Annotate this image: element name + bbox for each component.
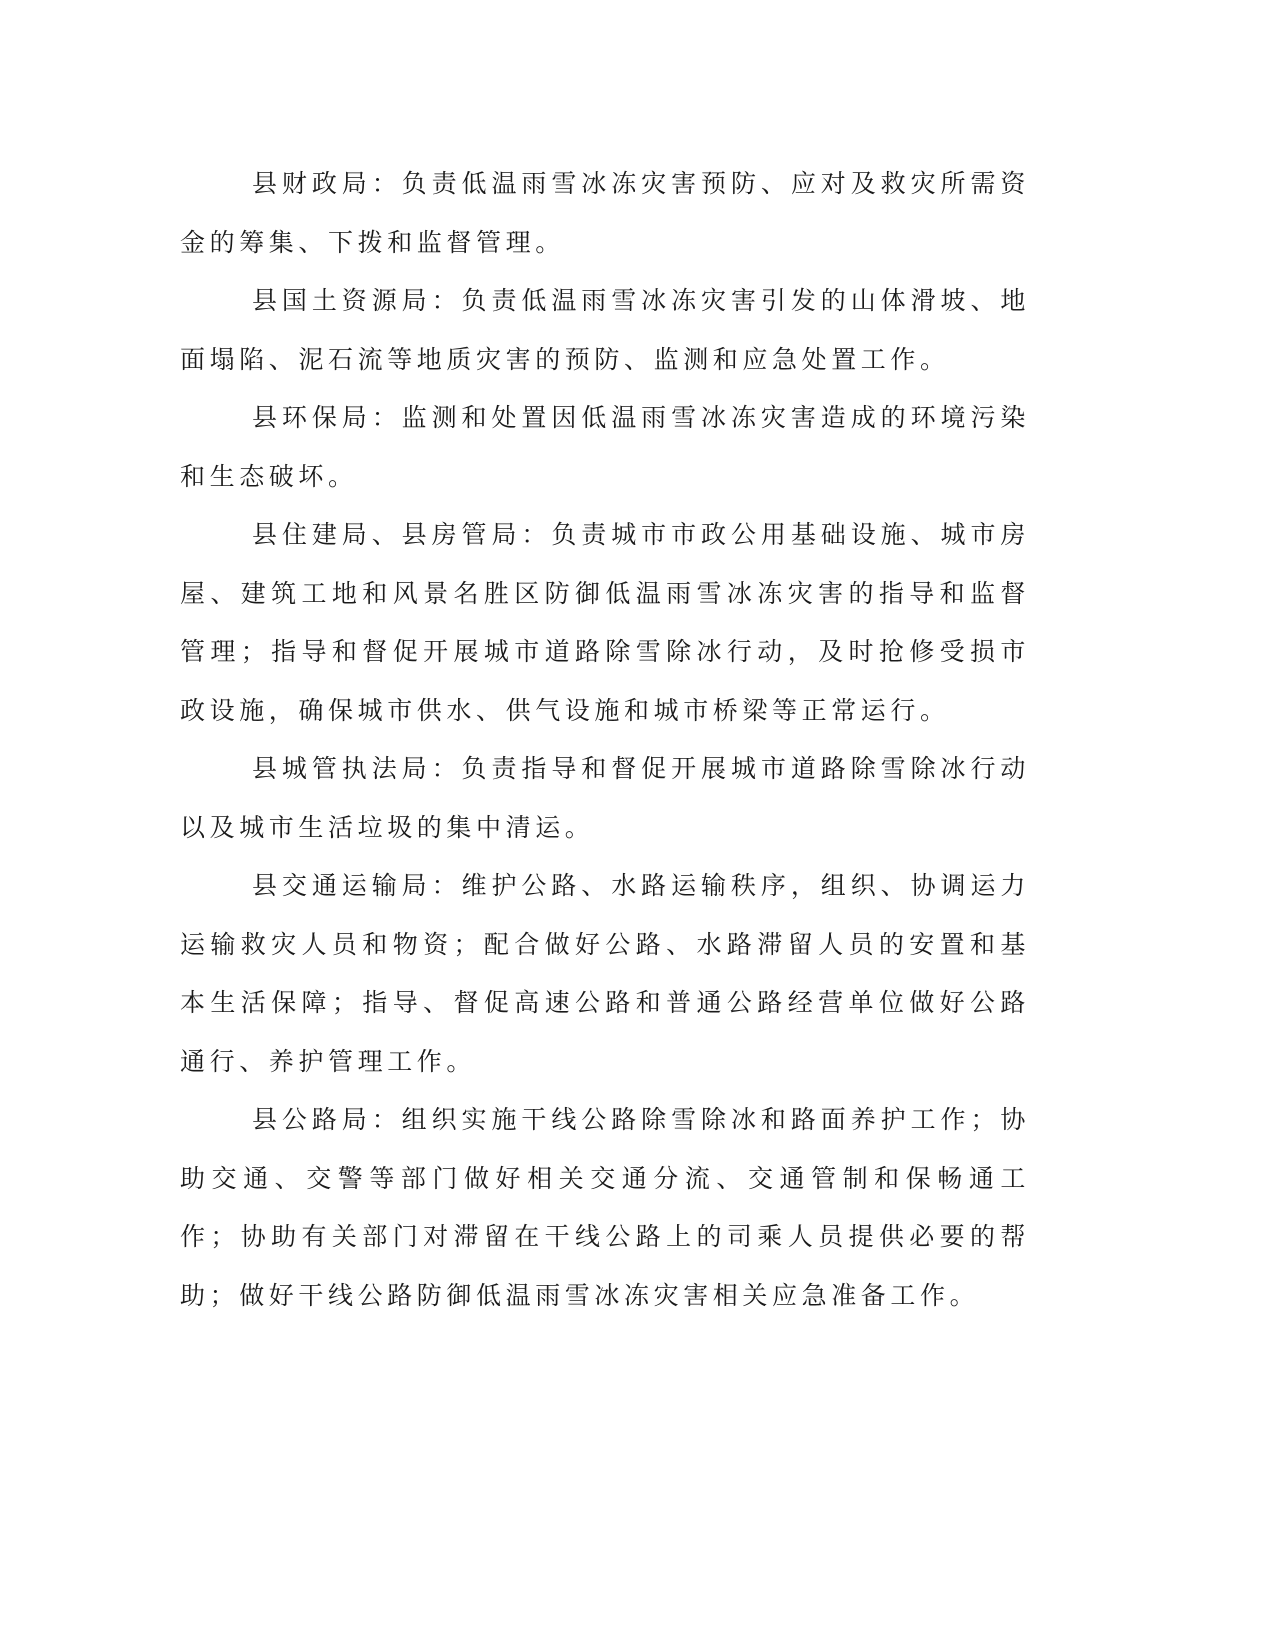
document-page — [180, 155, 1030, 1325]
paragraph-land-resources-bureau: 县国土资源局：负责低温雨雪冰冻灾害引发的山体滑坡、地面塌陷、泥石流等地质灾害的预防、监测和应急处置工作。 — [180, 286, 1030, 374]
paragraph-urban-management-bureau: 县城管执法局：负责指导和督促开展城市道路除雪除冰行动以及城市生活垃圾的集中清运。 — [180, 754, 1030, 842]
paragraph-highway-bureau: 县公路局：组织实施干线公路除雪除冰和路面养护工作；协助交通、交警等部门做好相关交通分流、交通管制和保畅通工作；协助有关部门对滞留在干线公路上的司乘人员提供必要的帮助；做好干线公路防御低温雨雪冰冻灾害相关应急准备工作。 — [180, 1105, 1030, 1310]
paragraph-finance-bureau: 县财政局：负责低温雨雪冰冻灾害预防、应对及救灾所需资金的筹集、下拨和监督管理。 — [180, 169, 1030, 257]
paragraph-environmental-bureau: 县环保局：监测和处置因低温雨雪冰冻灾害造成的环境污染和生态破坏。 — [180, 403, 1030, 491]
paragraph-housing-bureau: 县住建局、县房管局：负责城市市政公用基础设施、城市房屋、建筑工地和风景名胜区防御低温雨雪冰冻灾害的指导和监督管理；指导和督促开展城市道路除雪除冰行动，及时抢修受损市政设施，确保城市供水、供气设施和城市桥梁等正常运行。 — [180, 520, 1030, 725]
paragraph-transport-bureau: 县交通运输局：维护公路、水路运输秩序，组织、协调运力运输救灾人员和物资；配合做好公路、水路滞留人员的安置和基本生活保障；指导、督促高速公路和普通公路经营单位做好公路通行、养护管理工作。 — [180, 871, 1030, 1076]
